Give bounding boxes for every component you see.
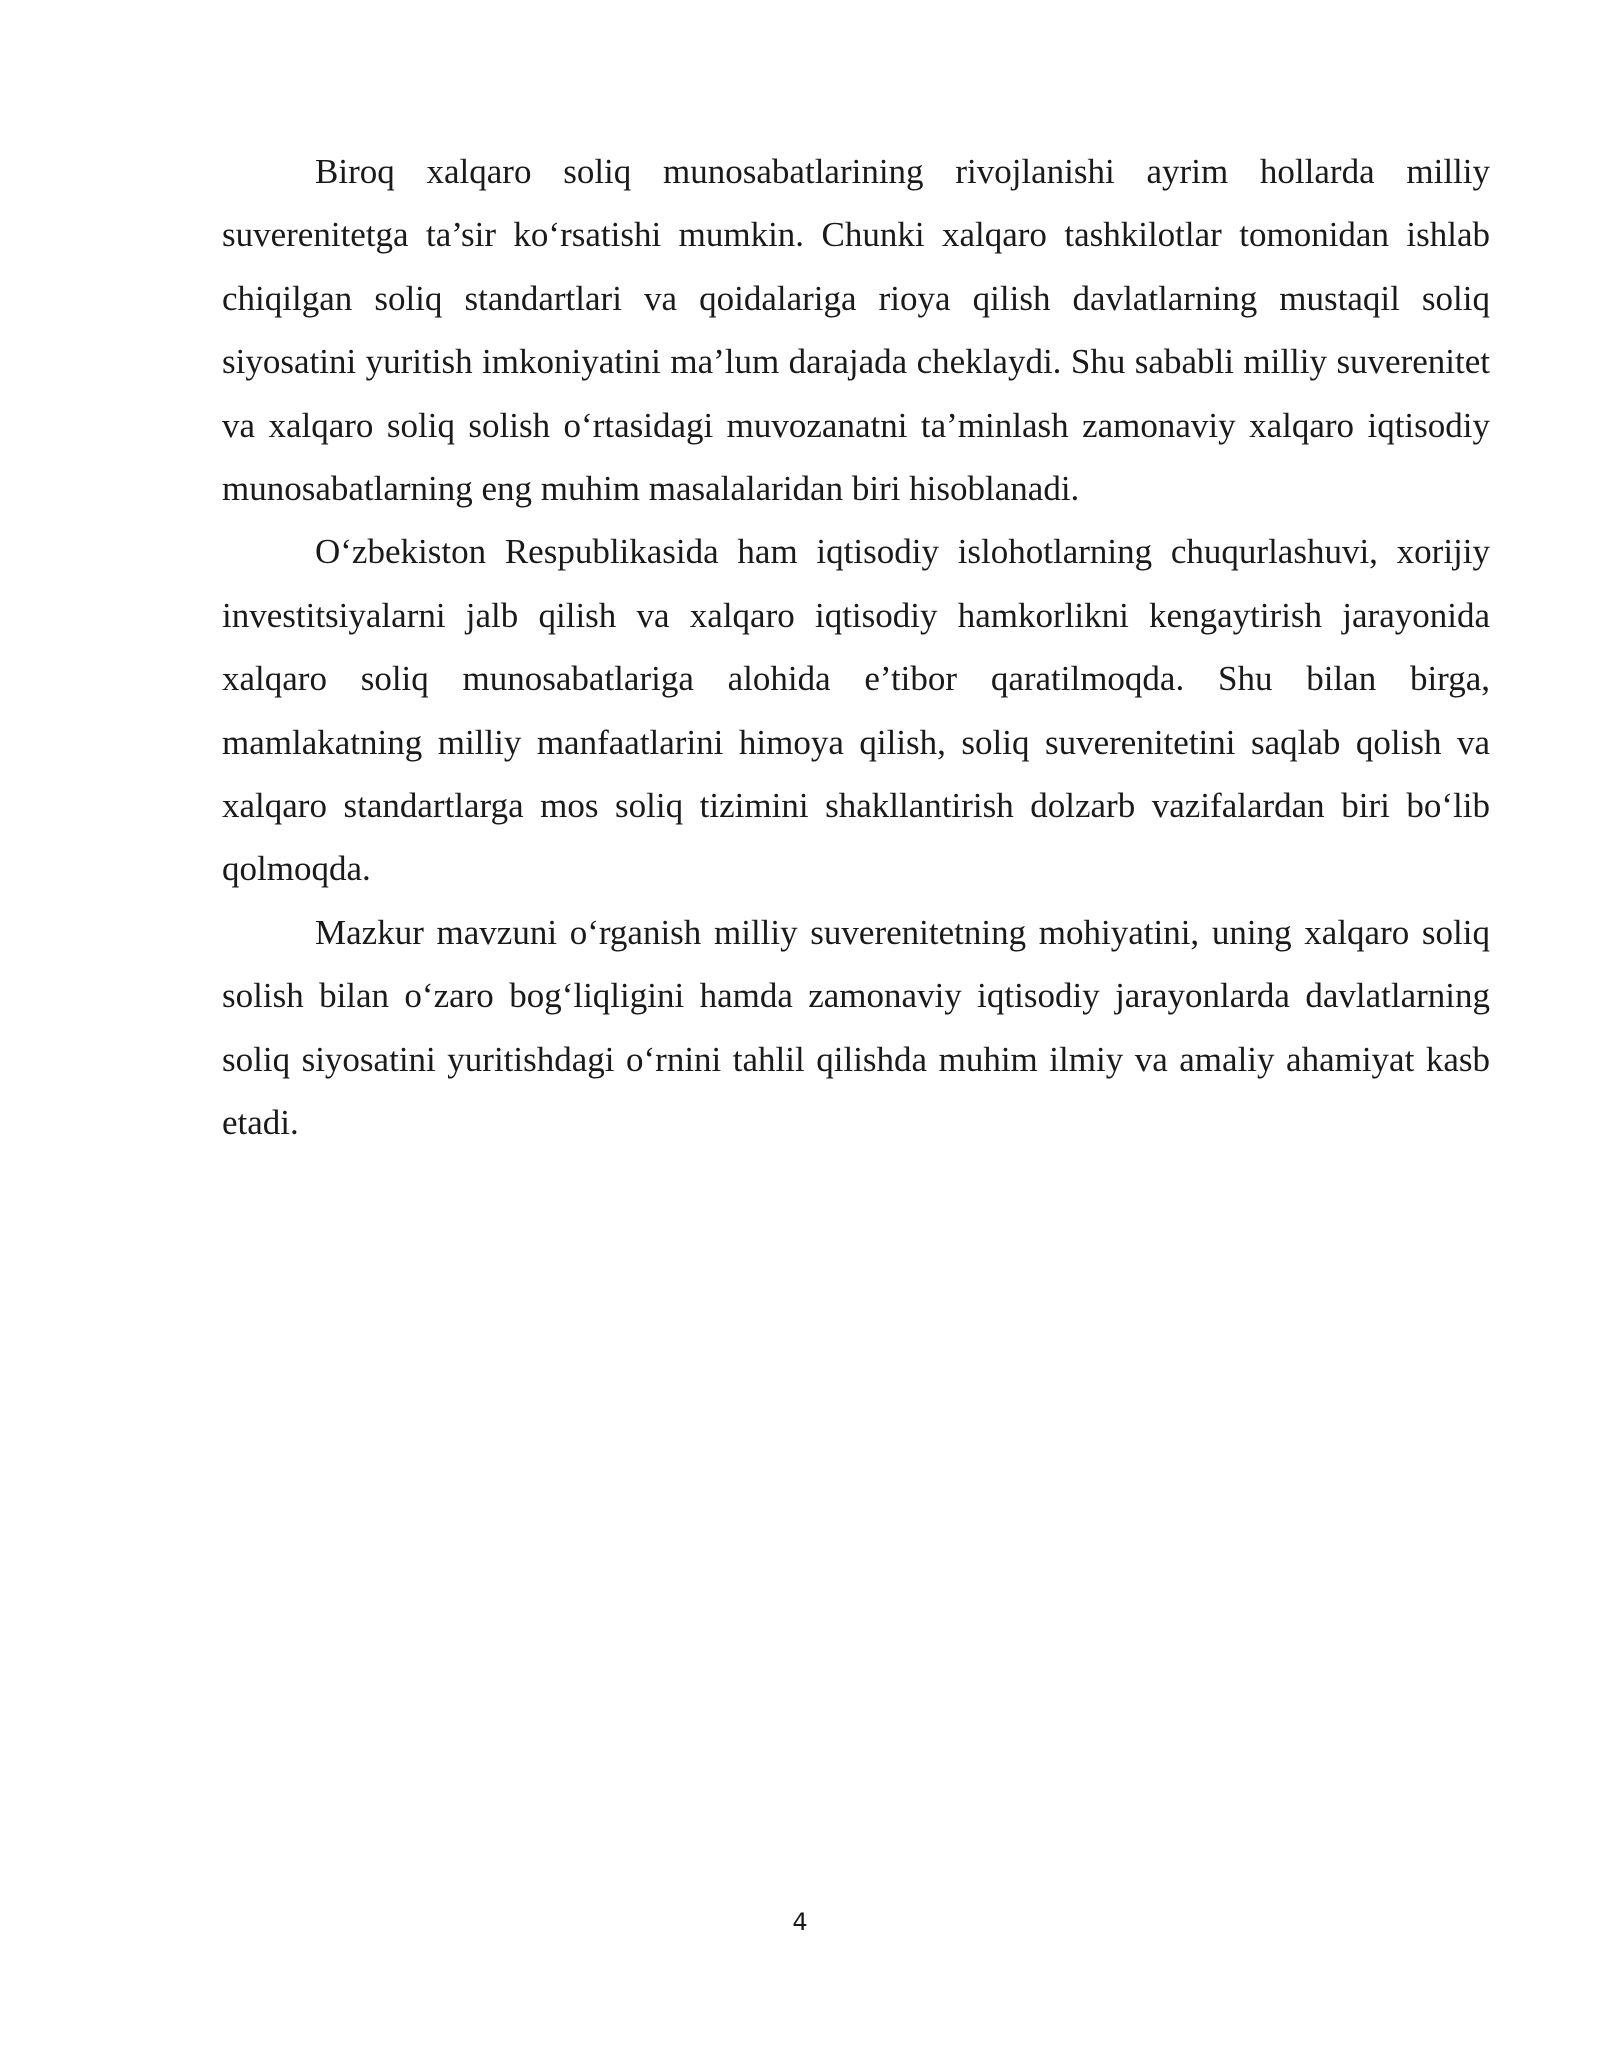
- page-number: 4: [792, 1908, 808, 1936]
- paragraph-3: Mazkur mavzuni o‘rganish milliy suverenitetning mohiyatini, uning xalqaro soliq solish bilan o‘zaro bog‘liqligini hamda zamonaviy iqtisodiy jarayonlarda davlatlarning soliq siyosatini yuritishdagi o‘rnini tahlil qilishda muhim ilmiy va amaliy ahamiyat kasb etadi.: [222, 912, 1490, 1143]
- paragraph-2: O‘zbekiston Respublikasida ham iqtisodiy islohotlarning chuqurlashuvi, xorijiy investitsiyalarni jalb qilish va xalqaro iqtisodiy hamkorlikni kengaytirish jarayonida xalqaro soliq munosabatlariga alohida e’tibor qaratilmoqda. Shu bilan birga, mamlakatning milliy manfaatlarini himoya qilish, soliq suverenitetini saqlab qolish va xalqaro standartlarga mos soliq tizimini shakllantirish dolzarb vazifalardan biri bo‘lib qolmoqda.: [222, 532, 1490, 889]
- paragraph-1: Biroq xalqaro soliq munosabatlarining rivojlanishi ayrim hollarda milliy suverenitetga ta’sir ko‘rsatishi mumkin. Chunki xalqaro tashkilotlar tomonidan ishlab chiqilgan soliq standartlari va qoidalariga rioya qilish davlatlarning mustaqil soliq siyosatini yuritish imkoniyatini ma’lum darajada cheklaydi. Shu sababli milliy suverenitet va xalqaro soliq solish o‘rtasidagi muvozanatni ta’minlash zamonaviy xalqaro iqtisodiy munosabatlarning eng muhim masalalaridan biri hisoblanadi.: [222, 152, 1490, 509]
- document-body: [222, 140, 1490, 1155]
